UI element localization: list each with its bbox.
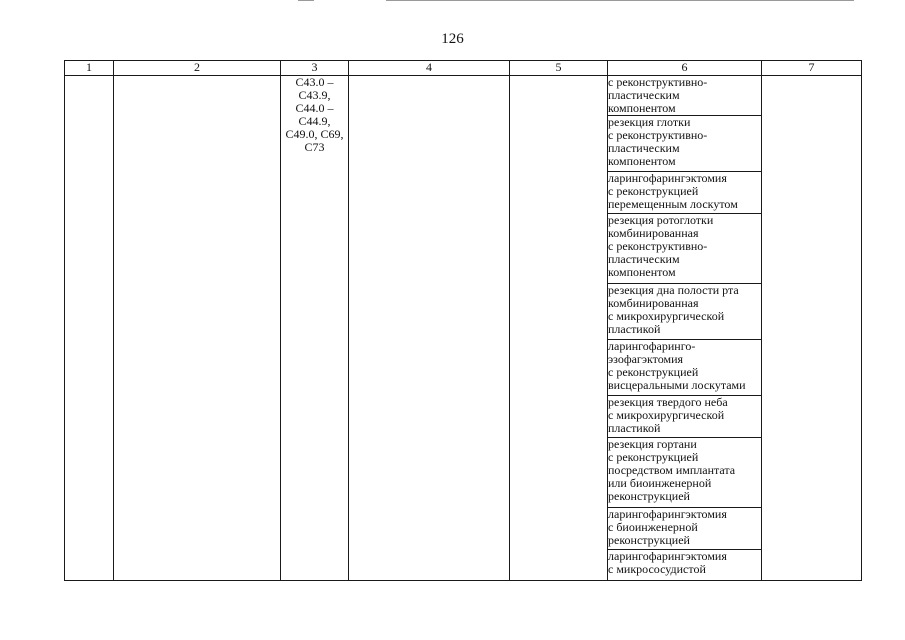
diagnosis-code-line: C73: [304, 140, 325, 154]
procedure-text-line: ларингофарингэктомия: [608, 549, 727, 563]
procedure-text-line: компонентом: [608, 265, 676, 279]
header-col-5: 5: [510, 61, 608, 76]
header-col-2: 2: [114, 61, 281, 76]
procedure-cell: [608, 214, 762, 284]
procedure-text-line: посредством имплантата: [608, 463, 736, 477]
procedure-text-line: с биоинженерной: [608, 520, 698, 534]
procedure-text-line: резекция дна полости рта: [608, 283, 739, 297]
procedure-text-line: резекция ротоглотки: [608, 213, 714, 227]
procedure-text-line: с микрохирургической: [608, 408, 725, 422]
procedure-cell: [608, 76, 762, 116]
header-col-7: 7: [762, 61, 862, 76]
procedure-text-line: с реконструктивно-: [608, 239, 708, 253]
procedure-text-line: реконструкцией: [608, 533, 690, 547]
procedure-text-line: с реконструкцией: [608, 184, 699, 198]
procedure-text-line: резекция твердого неба: [608, 395, 728, 409]
header-col-4: 4: [349, 61, 510, 76]
top-rule-right: [386, 0, 854, 1]
col-7-cell: [762, 76, 862, 581]
procedure-cell: [608, 116, 762, 172]
procedures-table: [64, 60, 862, 581]
procedure-text-line: ларингофарингэктомия: [608, 171, 727, 185]
procedure-text-line: с реконструкцией: [608, 450, 699, 464]
procedure-text-line: с реконструкцией: [608, 365, 699, 379]
col-5-cell: [510, 76, 608, 581]
procedure-cell: [608, 438, 762, 508]
procedure-text-line: пластикой: [608, 322, 661, 336]
procedure-text-line: пластическим: [608, 141, 680, 155]
diagnosis-code-line: C43.0 –: [295, 75, 334, 89]
procedure-text-line: компонентом: [608, 154, 676, 168]
header-col-1: 1: [65, 61, 114, 76]
header-col-3: 3: [281, 61, 349, 76]
col-1-cell: [65, 76, 114, 581]
procedure-cell: [608, 550, 762, 581]
header-row: [65, 61, 862, 76]
procedure-cell: [608, 284, 762, 340]
col-2-cell: [114, 76, 281, 581]
procedure-text-line: пластикой: [608, 421, 661, 435]
procedure-text-line: с реконструктивно-: [608, 75, 708, 89]
procedure-text-line: комбинированная: [608, 296, 699, 310]
diagnosis-code-line: C44.9,: [298, 114, 331, 128]
procedure-cell: [608, 508, 762, 550]
procedure-text-line: с реконструктивно-: [608, 128, 708, 142]
procedure-cell: [608, 396, 762, 438]
procedure-text-line: эзофагэктомия: [608, 352, 684, 366]
procedure-text-line: реконструкцией: [608, 489, 690, 503]
col-4-cell: [349, 76, 510, 581]
procedure-text-line: с микрохирургической: [608, 309, 725, 323]
procedure-text-line: резекция гортани: [608, 437, 697, 451]
diagnosis-code-line: C43.9,: [298, 88, 331, 102]
diagnosis-code-line: C49.0, C69,: [285, 127, 344, 141]
procedure-text-line: с микрососудистой: [608, 562, 706, 576]
procedure-text-line: компонентом: [608, 101, 676, 115]
page-number: 126: [441, 31, 464, 47]
diagnosis-codes-cell: [281, 76, 349, 581]
procedure-text-line: ларингофарингэктомия: [608, 507, 727, 521]
procedure-text-line: ларингофаринго-: [608, 339, 696, 353]
procedure-text-line: пластическим: [608, 88, 680, 102]
procedure-text-line: висцеральными лоскутами: [608, 378, 746, 392]
table-row: [65, 76, 862, 116]
procedure-text-line: комбинированная: [608, 226, 699, 240]
diagnosis-code-line: C44.0 –: [295, 101, 334, 115]
header-col-6: 6: [608, 61, 762, 76]
procedure-text-line: резекция глотки: [608, 115, 691, 129]
procedure-cell: [608, 172, 762, 214]
procedure-cell: [608, 340, 762, 396]
procedure-text-line: пластическим: [608, 252, 680, 266]
procedure-text-line: или биоинженерной: [608, 476, 712, 490]
procedure-text-line: перемещенным лоскутом: [608, 197, 738, 211]
top-rule-left: [298, 0, 314, 1]
